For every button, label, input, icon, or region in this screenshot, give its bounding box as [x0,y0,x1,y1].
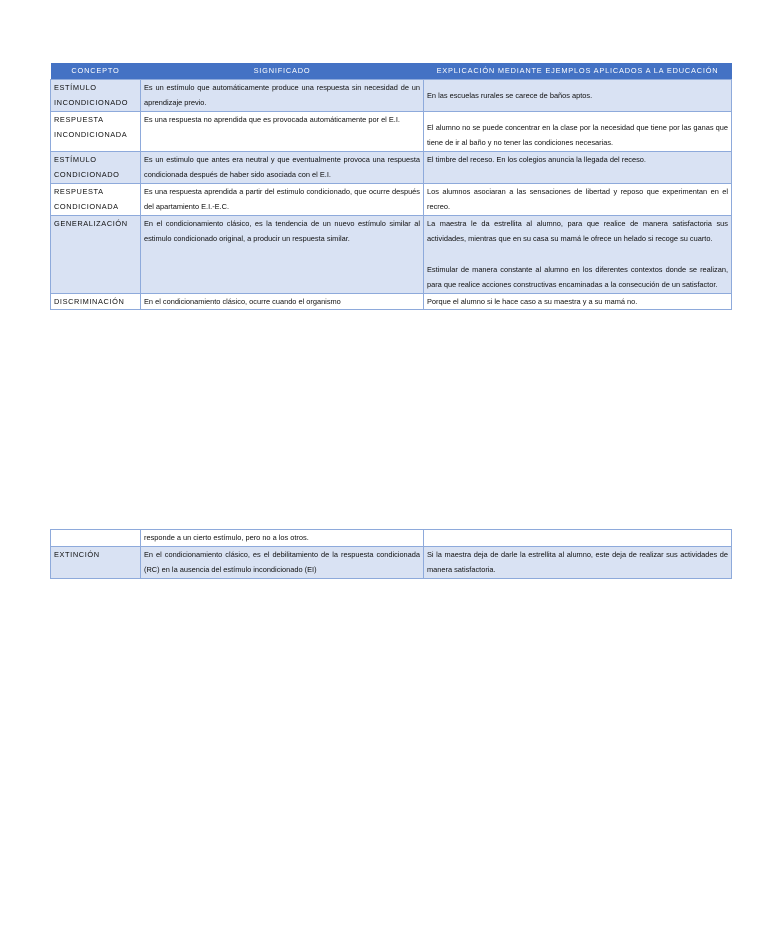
table-row [51,530,732,547]
meaning-cell: Es una respuesta no aprendida que es provocada automáticamente por el E.I. [141,111,424,151]
explanation-paragraph-1: La maestra le da estrellita al alumno, para que realice de manera satisfactoria sus actividades, mientras que en su casa su mamá le ofrece un helado si recoge su cuarto. [427,218,728,243]
explanation-cell: Los alumnos asociaran a las sensaciones de libertad y reposo que experimentan en el recreo. [424,183,732,215]
concepts-table-continued [50,529,732,579]
meaning-cell: Es un estimulo que antes era neutral y que eventualmente provoca una respuesta condicionada después de haber sido asociada con el E.I. [141,151,424,183]
explanation-cell: El alumno no se puede concentrar en la clase por la necesidad que tiene por las ganas que tiene de ir al baño y no tener las condiciones necesarias. [424,111,732,151]
header-meaning: SIGNIFICADO [141,63,424,79]
table-row [51,215,732,293]
explanation-cell: El timbre del receso. En los colegios anuncia la llegada del receso. [424,151,732,183]
header-explanation: EXPLICACIÓN MEDIANTE EJEMPLOS APLICADOS A LA EDUCACIÓN [424,63,732,79]
header-concept: CONCEPTO [51,63,141,79]
explanation-cell [424,530,732,547]
concept-cell: GENERALIZACIÓN [51,215,141,293]
meaning-cell: En el condicionamiento clásico, es la tendencia de un nuevo estímulo similar al estimulo condicionado original, a producir un respuesta similar. [141,215,424,293]
table-row [51,151,732,183]
table-row [51,79,732,111]
table-row [51,183,732,215]
explanation-cell: Si la maestra deja de darle la estrellita al alumno, este deja de realizar sus actividades de manera satisfactoria. [424,546,732,578]
meaning-cell: Es una respuesta aprendida a partir del estimulo condicionado, que ocurre después del apartamiento E.I.-E.C. [141,183,424,215]
explanation-cell: En las escuelas rurales se carece de baños aptos. [424,79,732,111]
concepts-table [50,63,732,310]
explanation-paragraph-2: Estimular de manera constante al alumno en los diferentes contextos donde se realizan, para que realice acciones constructivas encaminadas a la consecución de un satisfactor. [427,264,728,289]
concept-cell [51,530,141,547]
concept-cell: RESPUESTA INCONDICIONADA [51,111,141,151]
explanation-cell: Porque el alumno si le hace caso a su maestra y a su mamá no. [424,293,732,310]
table-row [51,546,732,578]
concept-cell: DISCRIMINACIÓN [51,293,141,310]
meaning-cell: En el condicionamiento clásico, ocurre cuando el organismo [141,293,424,310]
table-row [51,111,732,151]
concept-cell: ESTÍMULO INCONDICIONADO [51,79,141,111]
table-header-row [51,63,732,79]
meaning-cell: Es un estímulo que automáticamente produce una respuesta sin necesidad de un aprendizaje previo. [141,79,424,111]
explanation-cell [424,215,732,293]
concept-cell: RESPUESTA CONDICIONADA [51,183,141,215]
concept-cell: ESTÍMULO CONDICIONADO [51,151,141,183]
table-row [51,293,732,310]
concept-cell: EXTINCIÓN [51,546,141,578]
meaning-cell: responde a un cierto estímulo, pero no a los otros. [141,530,424,547]
meaning-cell: En el condicionamiento clásico, es el debilitamiento de la respuesta condicionada (RC) en la ausencia del estímulo incondicionado (EI) [141,546,424,578]
